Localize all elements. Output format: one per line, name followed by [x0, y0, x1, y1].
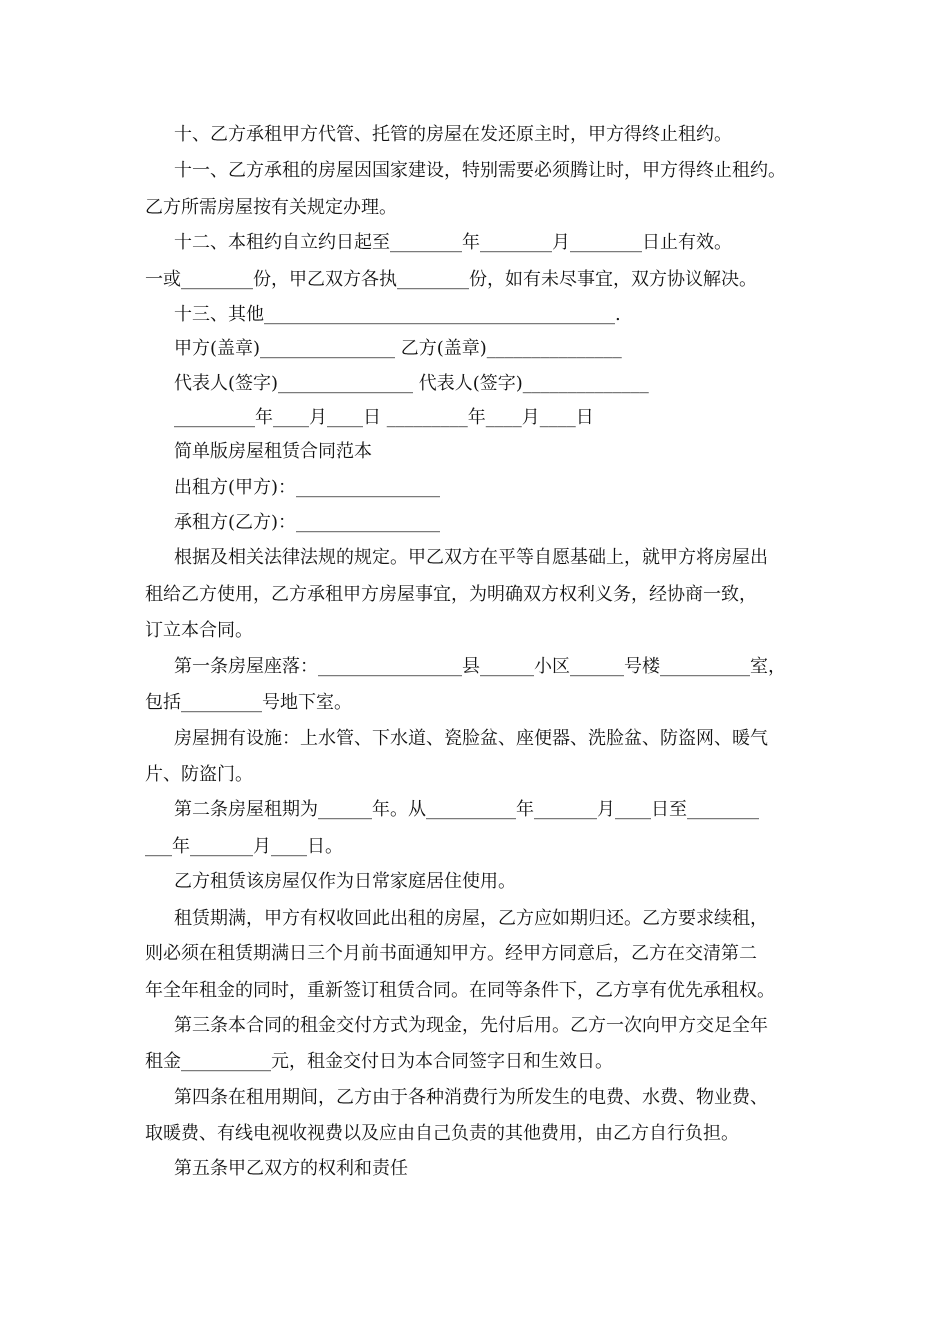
renewal-line-3: 年全年租金的同时，重新签订租赁合同。在同等条件下，乙方享有优先承租权。 — [145, 980, 775, 1001]
clause-12-continued: 一或________份，甲乙双方各执________份，如有未尽事宜，双方协议解决。 — [145, 269, 757, 290]
clause-10: 十、乙方承租甲方代管、托管的房屋在发还原主时，甲方得终止租约。 — [174, 124, 732, 145]
renewal-line-1: 租赁期满，甲方有权收回此出租的房屋，乙方应如期归还。乙方要求续租， — [174, 908, 768, 929]
preamble-line-2: 租给乙方使用，乙方承租甲方房屋事宜，为明确双方权利义务，经协商一致， — [145, 584, 757, 605]
section-title: 简单版房屋租赁合同范本 — [174, 441, 372, 462]
clause-11: 十一、乙方承租的房屋因国家建设，特别需要必须腾让时，甲方得终止租约。 — [174, 160, 786, 181]
article-1-line-2: 包括_________号地下室。 — [145, 692, 352, 713]
usage-line: 乙方租赁该房屋仅作为日常家庭居住使用。 — [174, 871, 516, 892]
signature-line: 代表人(签字)_______________ 代表人(签字)______________ — [174, 373, 649, 394]
preamble-line-3: 订立本合同。 — [145, 620, 253, 641]
clause-11-continued: 乙方所需房屋按有关规定办理。 — [145, 197, 397, 218]
article-4-line-1: 第四条在租用期间，乙方由于各种消费行为所发生的电费、水费、物业费、 — [174, 1087, 768, 1108]
date-line: _________年____月____日 _________年____月____日 — [174, 407, 594, 428]
lessor-line: 出租方(甲方)：________________ — [174, 477, 441, 498]
renewal-line-2: 则必须在租赁期满日三个月前书面通知甲方。经甲方同意后，乙方在交清第二 — [145, 943, 757, 964]
clause-12: 十二、本租约自立约日起至________年________月________日止有效。 — [174, 232, 732, 253]
clause-13: 十三、其他_______________________________________. — [174, 304, 621, 325]
preamble-line-1: 根据及相关法律法规的规定。甲乙双方在平等自愿基础上，就甲方将房屋出 — [174, 547, 768, 568]
article-2-line-1: 第二条房屋租期为______年。从__________年_______月____日至________ — [174, 799, 759, 820]
seal-line: 甲方(盖章)_______________ 乙方(盖章)_______________ — [174, 338, 622, 359]
article-5-title: 第五条甲乙双方的权利和责任 — [174, 1158, 408, 1179]
article-3-line-2: 租金__________元，租金交付日为本合同签字日和生效日。 — [145, 1051, 613, 1072]
article-4-line-2: 取暖费、有线电视收视费以及应由自己负责的其他费用，由乙方自行负担。 — [145, 1123, 739, 1144]
article-3-line-1: 第三条本合同的租金交付方式为现金，先付后用。乙方一次向甲方交足全年 — [174, 1015, 768, 1036]
facilities-line-1: 房屋拥有设施：上水管、下水道、瓷脸盆、座便器、洗脸盆、防盗网、暖气 — [174, 728, 768, 749]
article-2-line-2: ___年_______月____日。 — [145, 836, 343, 857]
article-1-line-1: 第一条房屋座落：________________县______小区______号楼__________室， — [174, 656, 786, 677]
facilities-line-2: 片、防盗门。 — [145, 764, 253, 785]
lessee-line: 承租方(乙方)：________________ — [174, 512, 441, 533]
